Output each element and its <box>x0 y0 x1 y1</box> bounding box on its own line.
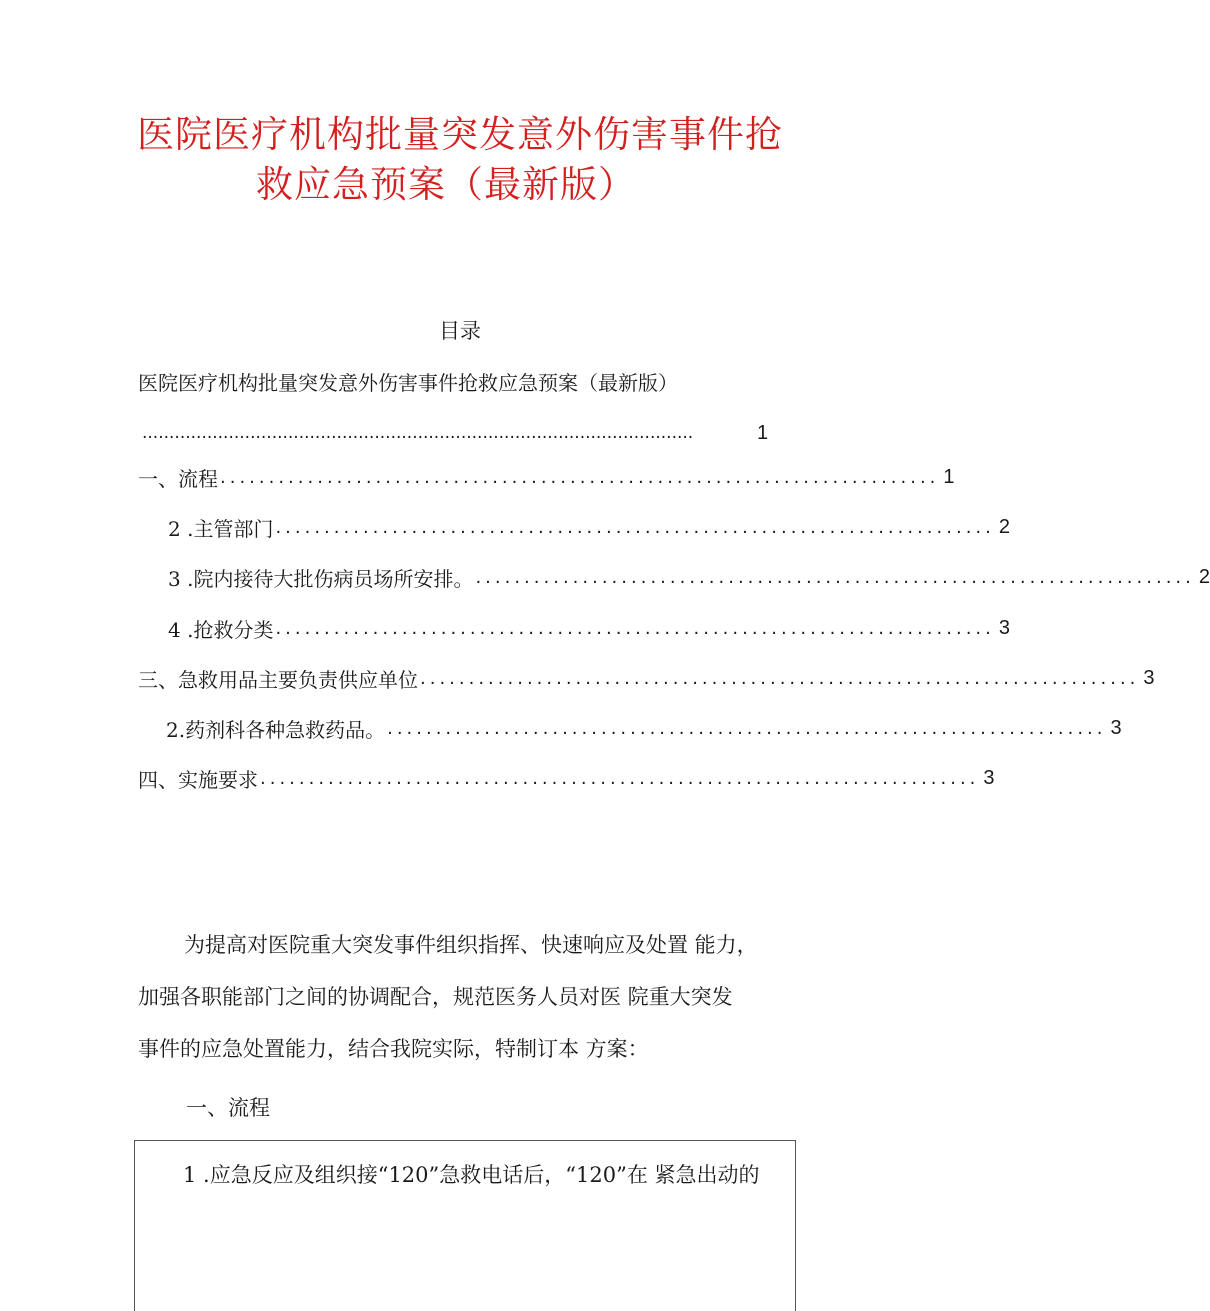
toc-first-entry-page: 1 <box>757 422 769 444</box>
toc-first-entry-text: 医院医疗机构批量突发意外伤害事件抢救应急预案（最新版） <box>138 371 678 395</box>
document-title-line-2: 救应急预案（最新版） <box>256 163 636 206</box>
toc-leader-dots: .......................................................................... <box>260 767 980 789</box>
toc-entry[interactable] <box>138 662 1155 694</box>
toc-entry-page: 3 <box>1143 666 1155 689</box>
toc-first-entry-dots: ...................................................................................................... <box>142 423 694 443</box>
section-heading-process: 一、流程 <box>186 1096 270 1120</box>
toc-leader-dots: .......................................................................... <box>220 466 940 488</box>
toc-leader-dots: .......................................................................... <box>475 566 1195 588</box>
document-title-line-1: 医院医疗机构批量突发意外伤害事件抢 <box>137 113 783 156</box>
toc-entry-text: 四、实施要求 <box>138 767 258 792</box>
toc-leader-dots: .......................................................................... <box>387 717 1107 739</box>
intro-line: 加强各职能部门之间的协调配合，规范医务人员对医 院重大突发 <box>138 985 733 1009</box>
toc-entry[interactable] <box>138 762 995 794</box>
toc-entry-page: 3 <box>983 766 995 789</box>
toc-heading: 目录 <box>439 319 481 343</box>
toc-entry[interactable] <box>138 511 1010 543</box>
toc-entry[interactable] <box>138 612 1010 644</box>
intro-line: 为提高对医院重大突发事件组织指挥、快速响应及处置 能力， <box>184 933 758 957</box>
toc-entry[interactable] <box>138 712 1122 744</box>
toc-entry-text: 一、流程 <box>138 466 218 491</box>
toc-entry-text: 2 .主管部门 <box>168 516 274 541</box>
toc-entry-text: 2.药剂科各种急救药品。 <box>166 717 386 742</box>
toc-entry[interactable] <box>138 561 1210 593</box>
item-1-text: 1 .应急反应及组织接“120”急救电话后，“120”在 紧急出动的 <box>183 1163 760 1187</box>
toc-entry-page: 2 <box>998 515 1010 538</box>
toc-entry-page: 3 <box>1110 716 1122 739</box>
intro-paragraph <box>138 919 798 1075</box>
toc-entry-page: 3 <box>998 616 1010 639</box>
toc-entry-page: 1 <box>943 465 955 488</box>
toc-leader-dots: .......................................................................... <box>275 516 995 538</box>
toc-entry[interactable] <box>138 461 955 493</box>
toc-entry-page: 2 <box>1198 565 1210 588</box>
toc-leader-dots: .......................................................................... <box>275 617 995 639</box>
intro-line: 事件的应急处置能力，结合我院实际，特制订本 方案： <box>138 1037 649 1061</box>
content-box <box>134 1140 796 1311</box>
toc-entry-text: 三、急救用品主要负责供应单位 <box>138 667 418 692</box>
toc-entry-text: 4 .抢救分类 <box>168 617 274 642</box>
toc-entry-text: 3 .院内接待大批伤病员场所安排。 <box>168 566 474 591</box>
toc-leader-dots: .......................................................................... <box>420 667 1140 689</box>
